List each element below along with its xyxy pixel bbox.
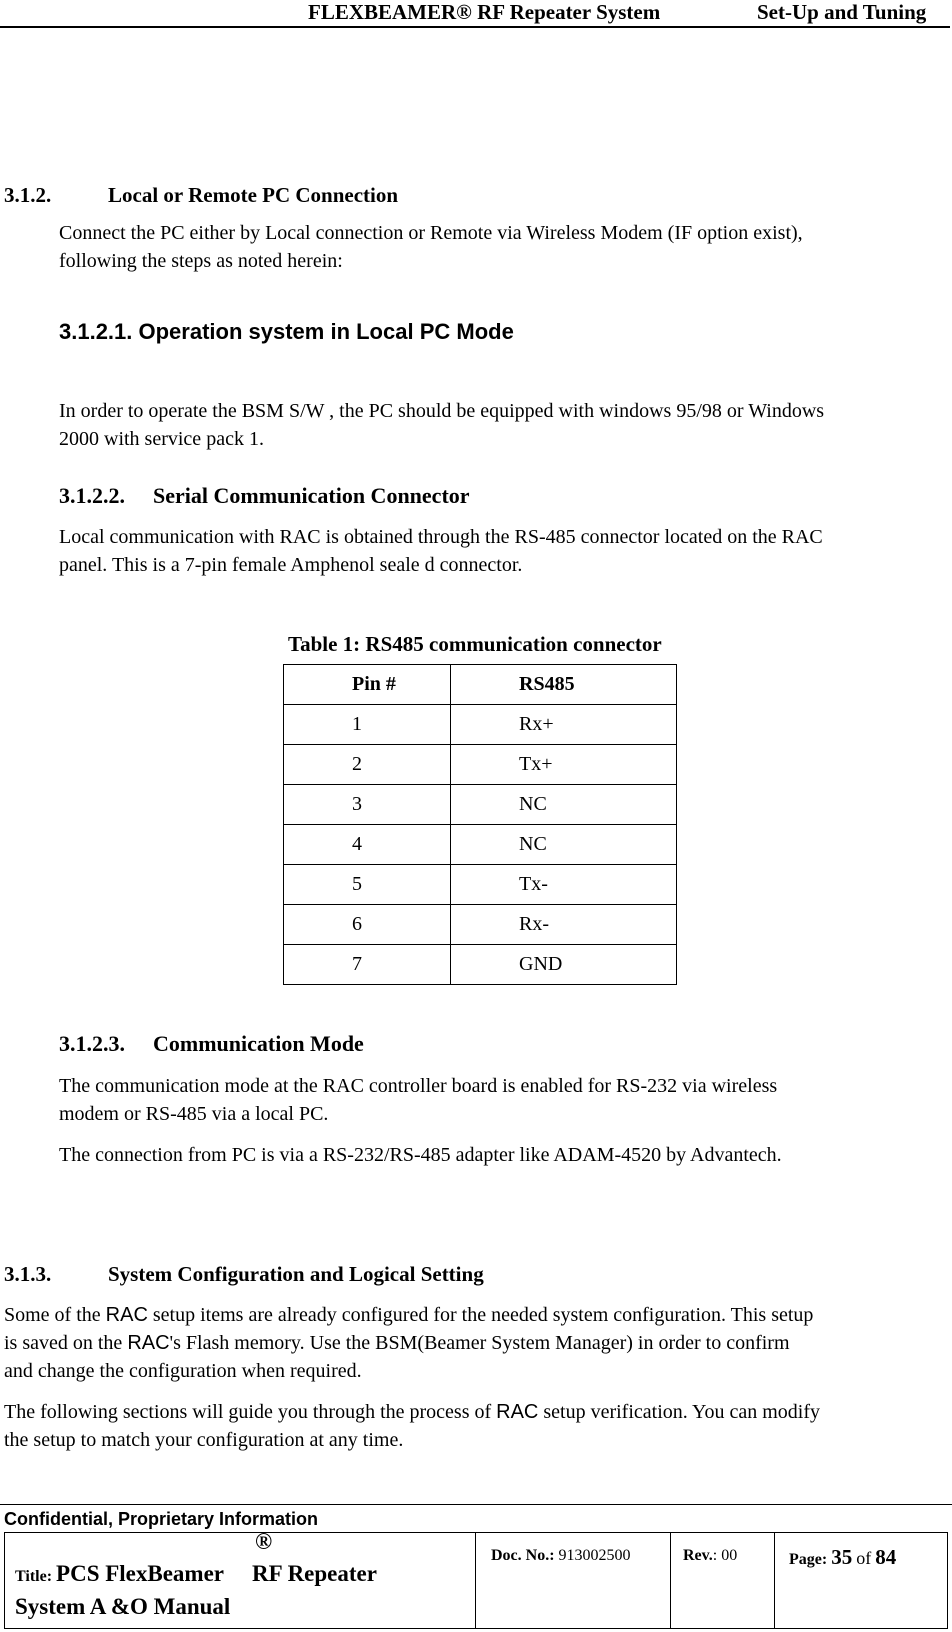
- page-total: 84: [875, 1545, 897, 1569]
- text-run: 's Flash memory. Use the BSM(Beamer System Manager) in order to confirm: [169, 1332, 790, 1354]
- rac-term: RAC: [105, 1304, 148, 1326]
- rev-value: : 00: [712, 1547, 738, 1564]
- table-cell: 5: [284, 865, 451, 905]
- section-3-1-2-1-body: [59, 397, 824, 453]
- rev-label: Rev.: [683, 1547, 713, 1564]
- body-line: the setup to match your configuration at any time.: [4, 1429, 404, 1451]
- confidential-label: Confidential, Proprietary Information: [4, 1509, 319, 1529]
- footer-title-line2: System A &O Manual: [15, 1594, 231, 1619]
- table-row: [284, 945, 677, 985]
- section-3-1-2-heading: [4, 183, 398, 208]
- registered-mark: ®: [255, 1529, 273, 1554]
- footer-divider: [0, 1504, 952, 1505]
- body-line: In order to operate the BSM S/W , the PC should be equipped with windows 95/98 or Windows: [59, 400, 825, 422]
- body-line: and change the configuration when required.: [4, 1360, 362, 1382]
- body-line: Connect the PC either by Local connection or Remote via Wireless Modem (IF option exist),: [59, 222, 803, 244]
- footer-title-cell: [5, 1529, 476, 1628]
- footer-page-cell: [775, 1533, 947, 1628]
- doc-number: [491, 1547, 631, 1565]
- footer-doc-cell: [476, 1533, 671, 1628]
- section-number: 3.1.3.: [4, 1262, 52, 1286]
- body-line: 2000 with service pack 1.: [59, 428, 264, 450]
- text-run: setup items are already configured for the needed system configuration. This setup: [147, 1304, 814, 1326]
- table-cell: 4: [284, 825, 451, 865]
- table-row: [284, 745, 677, 785]
- table-row: [284, 905, 677, 945]
- body-line: panel. This is a 7-pin female Amphenol seale d connector.: [59, 554, 523, 576]
- rac-term: RAC: [496, 1401, 539, 1423]
- section-3-1-3-body: [4, 1301, 948, 1454]
- section-number: 3.1.2.: [4, 183, 52, 207]
- table-cell: 7: [284, 945, 451, 985]
- body-line: The communication mode at the RAC controller board is enabled for RS-232 via wireless: [59, 1075, 778, 1097]
- text-run: setup verification. You can modify: [538, 1401, 820, 1423]
- doc-value: 913002500: [558, 1547, 631, 1564]
- text-run: The following sections will guide you through the process of: [4, 1401, 497, 1423]
- page-number: [789, 1545, 896, 1570]
- body-line: [4, 1398, 948, 1426]
- table-header-row: [284, 665, 677, 705]
- body-line: Local communication with RAC is obtained through the RS-485 connector located on the RAC: [59, 526, 823, 548]
- header-section: Set-Up and Tuning: [757, 0, 927, 24]
- section-3-1-2-2-heading: [59, 483, 470, 509]
- section-title: System Configuration and Logical Setting: [108, 1262, 484, 1286]
- text-run: Some of the: [4, 1304, 106, 1326]
- table-row: [284, 705, 677, 745]
- table-cell: NC: [451, 785, 677, 825]
- body-line: The connection from PC is via a RS-232/RS-485 adapter like ADAM-4520 by Advantech.: [59, 1144, 782, 1166]
- table-cell: 1: [284, 705, 451, 745]
- title-label: Title:: [15, 1568, 53, 1585]
- body-line: [4, 1301, 948, 1329]
- table-row: [284, 785, 677, 825]
- body-line: modem or RS-485 via a local PC.: [59, 1103, 329, 1125]
- section-number: 3.1.2.3.: [59, 1031, 125, 1056]
- rs485-table: [283, 664, 677, 985]
- section-3-1-2-body: [59, 219, 803, 275]
- footer-title-line1: [15, 1561, 377, 1587]
- text-run: is saved on the: [4, 1332, 128, 1354]
- section-title: Serial Communication Connector: [153, 483, 470, 508]
- section-3-1-2-2-body: [59, 523, 823, 579]
- section-title: Local or Remote PC Connection: [108, 183, 399, 207]
- footer-rev-cell: [671, 1533, 775, 1628]
- table-cell: 3: [284, 785, 451, 825]
- section-3-1-2-1-heading: 3.1.2.1. Operation system in Local PC Mode: [59, 319, 514, 344]
- section-number: 3.1.2.2.: [59, 483, 125, 508]
- table-row: [284, 825, 677, 865]
- section-3-1-2-3-body: [59, 1072, 782, 1169]
- table-cell: Rx+: [451, 705, 677, 745]
- section-3-1-2-3-heading: [59, 1031, 364, 1057]
- footer-table: [4, 1529, 948, 1629]
- table-cell: GND: [451, 945, 677, 985]
- title-text: PCS FlexBeamer: [56, 1561, 225, 1586]
- title-text: RF Repeater: [252, 1561, 377, 1586]
- page-header: [0, 0, 950, 28]
- table-cell: Rx-: [451, 905, 677, 945]
- rev-number: [683, 1547, 737, 1565]
- section-title: Communication Mode: [153, 1031, 364, 1056]
- table-cell: 2: [284, 745, 451, 785]
- table-cell: Tx-: [451, 865, 677, 905]
- page-of: of: [856, 1548, 872, 1568]
- table-header-cell: Pin #: [284, 665, 451, 705]
- table-cell: 6: [284, 905, 451, 945]
- table-row: [284, 865, 677, 905]
- section-3-1-3-heading: [4, 1262, 484, 1287]
- table-cell: Tx+: [451, 745, 677, 785]
- body-line: following the steps as noted herein:: [59, 250, 343, 272]
- table-header-cell: RS485: [451, 665, 677, 705]
- table-cell: NC: [451, 825, 677, 865]
- body-line: [4, 1329, 948, 1357]
- doc-label: Doc. No.:: [491, 1547, 555, 1564]
- table-caption: Table 1: RS485 communication connector: [288, 632, 662, 656]
- page-label: Page:: [789, 1551, 828, 1568]
- page-current: 35: [831, 1545, 853, 1569]
- rac-term: RAC: [127, 1332, 170, 1354]
- header-product: FLEXBEAMER® RF Repeater System: [308, 0, 661, 24]
